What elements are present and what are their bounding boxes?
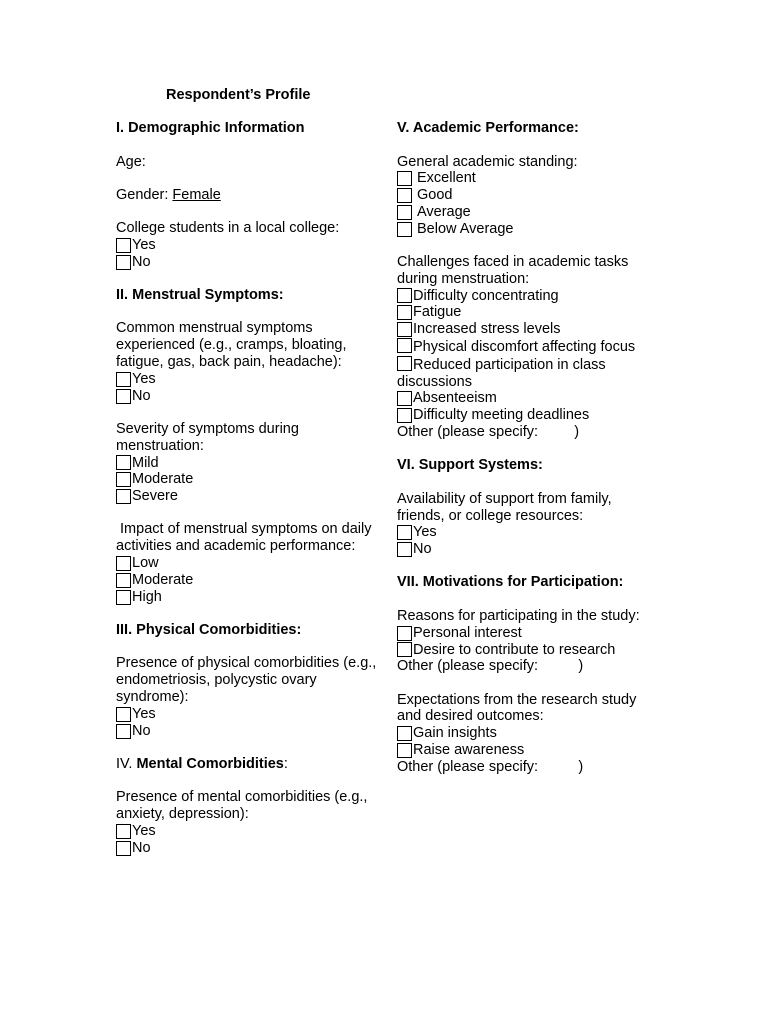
checkbox[interactable]	[397, 542, 412, 557]
gender-label: Gender:	[116, 186, 173, 203]
checkbox[interactable]	[116, 255, 131, 270]
checkbox[interactable]	[116, 590, 131, 605]
reasons-other-specify[interactable]: Other (please specify: )	[397, 658, 584, 675]
gender-value: Female	[172, 186, 221, 203]
standing-option-excellent[interactable]: Excellent	[397, 170, 659, 187]
page-title: Respondent’s Profile	[166, 87, 311, 103]
physical-option-yes[interactable]: Yes	[116, 706, 378, 723]
checkbox[interactable]	[397, 356, 412, 371]
checkbox[interactable]	[397, 642, 412, 657]
challenge-option-deadlines[interactable]: Difficulty meeting deadlines	[397, 407, 659, 424]
challenge-other-specify[interactable]: Other (please specify: )	[397, 423, 580, 440]
checkbox[interactable]	[397, 305, 412, 320]
expectation-option-awareness[interactable]: Raise awareness	[397, 742, 659, 759]
symptoms-option-no[interactable]: No	[116, 388, 378, 405]
section-heading-menstrual: II. Menstrual Symptoms:	[116, 286, 284, 303]
checkbox[interactable]	[116, 389, 131, 404]
support-option-yes[interactable]: Yes	[397, 524, 659, 541]
right-column	[397, 120, 659, 776]
checkbox[interactable]	[116, 238, 131, 253]
physical-question: Presence of physical comorbidities (e.g., endometriosis, polycystic ovary syndrome):	[116, 655, 377, 706]
checkbox[interactable]	[116, 455, 131, 470]
checkbox[interactable]	[397, 171, 412, 186]
reason-option-personal-interest[interactable]: Personal interest	[397, 625, 659, 642]
challenge-option-fatigue[interactable]: Fatigue	[397, 304, 659, 321]
college-option-yes[interactable]: Yes	[116, 237, 378, 254]
checkbox[interactable]	[116, 472, 131, 487]
challenge-option-absenteeism[interactable]: Absenteeism	[397, 390, 659, 407]
impact-option-low[interactable]: Low	[116, 555, 378, 572]
mental-question: Presence of mental comorbidities (e.g., anxiety, depression):	[116, 789, 368, 823]
section-heading-demographic: I. Demographic Information	[116, 120, 305, 136]
checkbox[interactable]	[397, 626, 412, 641]
college-question: College students in a local college:	[116, 220, 340, 237]
mental-option-no[interactable]: No	[116, 840, 378, 857]
checkbox[interactable]	[397, 726, 412, 741]
checkbox[interactable]	[116, 824, 131, 839]
symptoms-question: Common menstrual symptoms experienced (e.g., cramps, bloating, fatigue, gas, back pain, headache):	[116, 320, 347, 371]
challenge-option-stress[interactable]: Increased stress levels	[397, 321, 659, 338]
severity-question: Severity of symptoms during menstruation:	[116, 420, 299, 454]
symptoms-option-yes[interactable]: Yes	[116, 371, 378, 388]
checkbox[interactable]	[397, 322, 412, 337]
checkbox[interactable]	[397, 288, 412, 303]
checkbox[interactable]	[397, 391, 412, 406]
mental-option-yes[interactable]: Yes	[116, 823, 378, 840]
impact-option-moderate[interactable]: Moderate	[116, 572, 378, 589]
gender-line	[116, 187, 378, 204]
checkbox[interactable]	[116, 556, 131, 571]
checkbox[interactable]	[397, 222, 412, 237]
severity-option-mild[interactable]: Mild	[116, 455, 378, 472]
checkbox[interactable]	[116, 489, 131, 504]
college-option-no[interactable]: No	[116, 254, 378, 271]
checkbox[interactable]	[397, 338, 412, 353]
standing-question: General academic standing:	[397, 153, 578, 170]
support-option-no[interactable]: No	[397, 541, 659, 558]
section-heading-support: VI. Support Systems:	[397, 457, 543, 474]
section-heading-academic: V. Academic Performance:	[397, 120, 579, 136]
challenge-option-participation[interactable]: Reduced participation in class discussions	[397, 356, 606, 390]
standing-option-average[interactable]: Average	[397, 204, 659, 221]
checkbox[interactable]	[116, 372, 131, 387]
severity-option-severe[interactable]: Severe	[116, 488, 378, 505]
reason-option-contribute[interactable]: Desire to contribute to research	[397, 642, 659, 659]
reasons-question: Reasons for participating in the study:	[397, 607, 640, 624]
expectations-question: Expectations from the research study and desired outcomes:	[397, 691, 637, 725]
checkbox[interactable]	[397, 188, 412, 203]
standing-option-good[interactable]: Good	[397, 187, 659, 204]
age-label: Age:	[116, 153, 146, 170]
checkbox[interactable]	[397, 525, 412, 540]
checkbox[interactable]	[116, 573, 131, 588]
standing-option-below-average[interactable]: Below Average	[397, 221, 659, 238]
physical-option-no[interactable]: No	[116, 723, 378, 740]
checkbox[interactable]	[116, 841, 131, 856]
section-heading-physical: III. Physical Comorbidities:	[116, 621, 302, 638]
impact-question: Impact of menstrual symptoms on daily activities and academic performance:	[116, 521, 376, 555]
checkbox[interactable]	[116, 724, 131, 739]
impact-option-high[interactable]: High	[116, 589, 378, 606]
challenge-option-concentrating[interactable]: Difficulty concentrating	[397, 288, 659, 305]
checkbox[interactable]	[116, 707, 131, 722]
section-heading-mental: IV. Mental Comorbidities:	[116, 755, 288, 772]
checkbox[interactable]	[397, 743, 412, 758]
challenges-question: Challenges faced in academic tasks during menstruation:	[397, 253, 629, 287]
severity-option-moderate[interactable]: Moderate	[116, 471, 378, 488]
expectation-option-insights[interactable]: Gain insights	[397, 725, 659, 742]
challenge-option-discomfort[interactable]: Physical discomfort affecting focus	[397, 338, 659, 356]
checkbox[interactable]	[397, 205, 412, 220]
checkbox[interactable]	[397, 408, 412, 423]
left-column	[116, 120, 378, 857]
expectations-other-specify[interactable]: Other (please specify: )	[397, 758, 584, 775]
section-heading-motivations: VII. Motivations for Participation:	[397, 574, 624, 591]
support-question: Availability of support from family, friends, or college resources:	[397, 490, 612, 524]
